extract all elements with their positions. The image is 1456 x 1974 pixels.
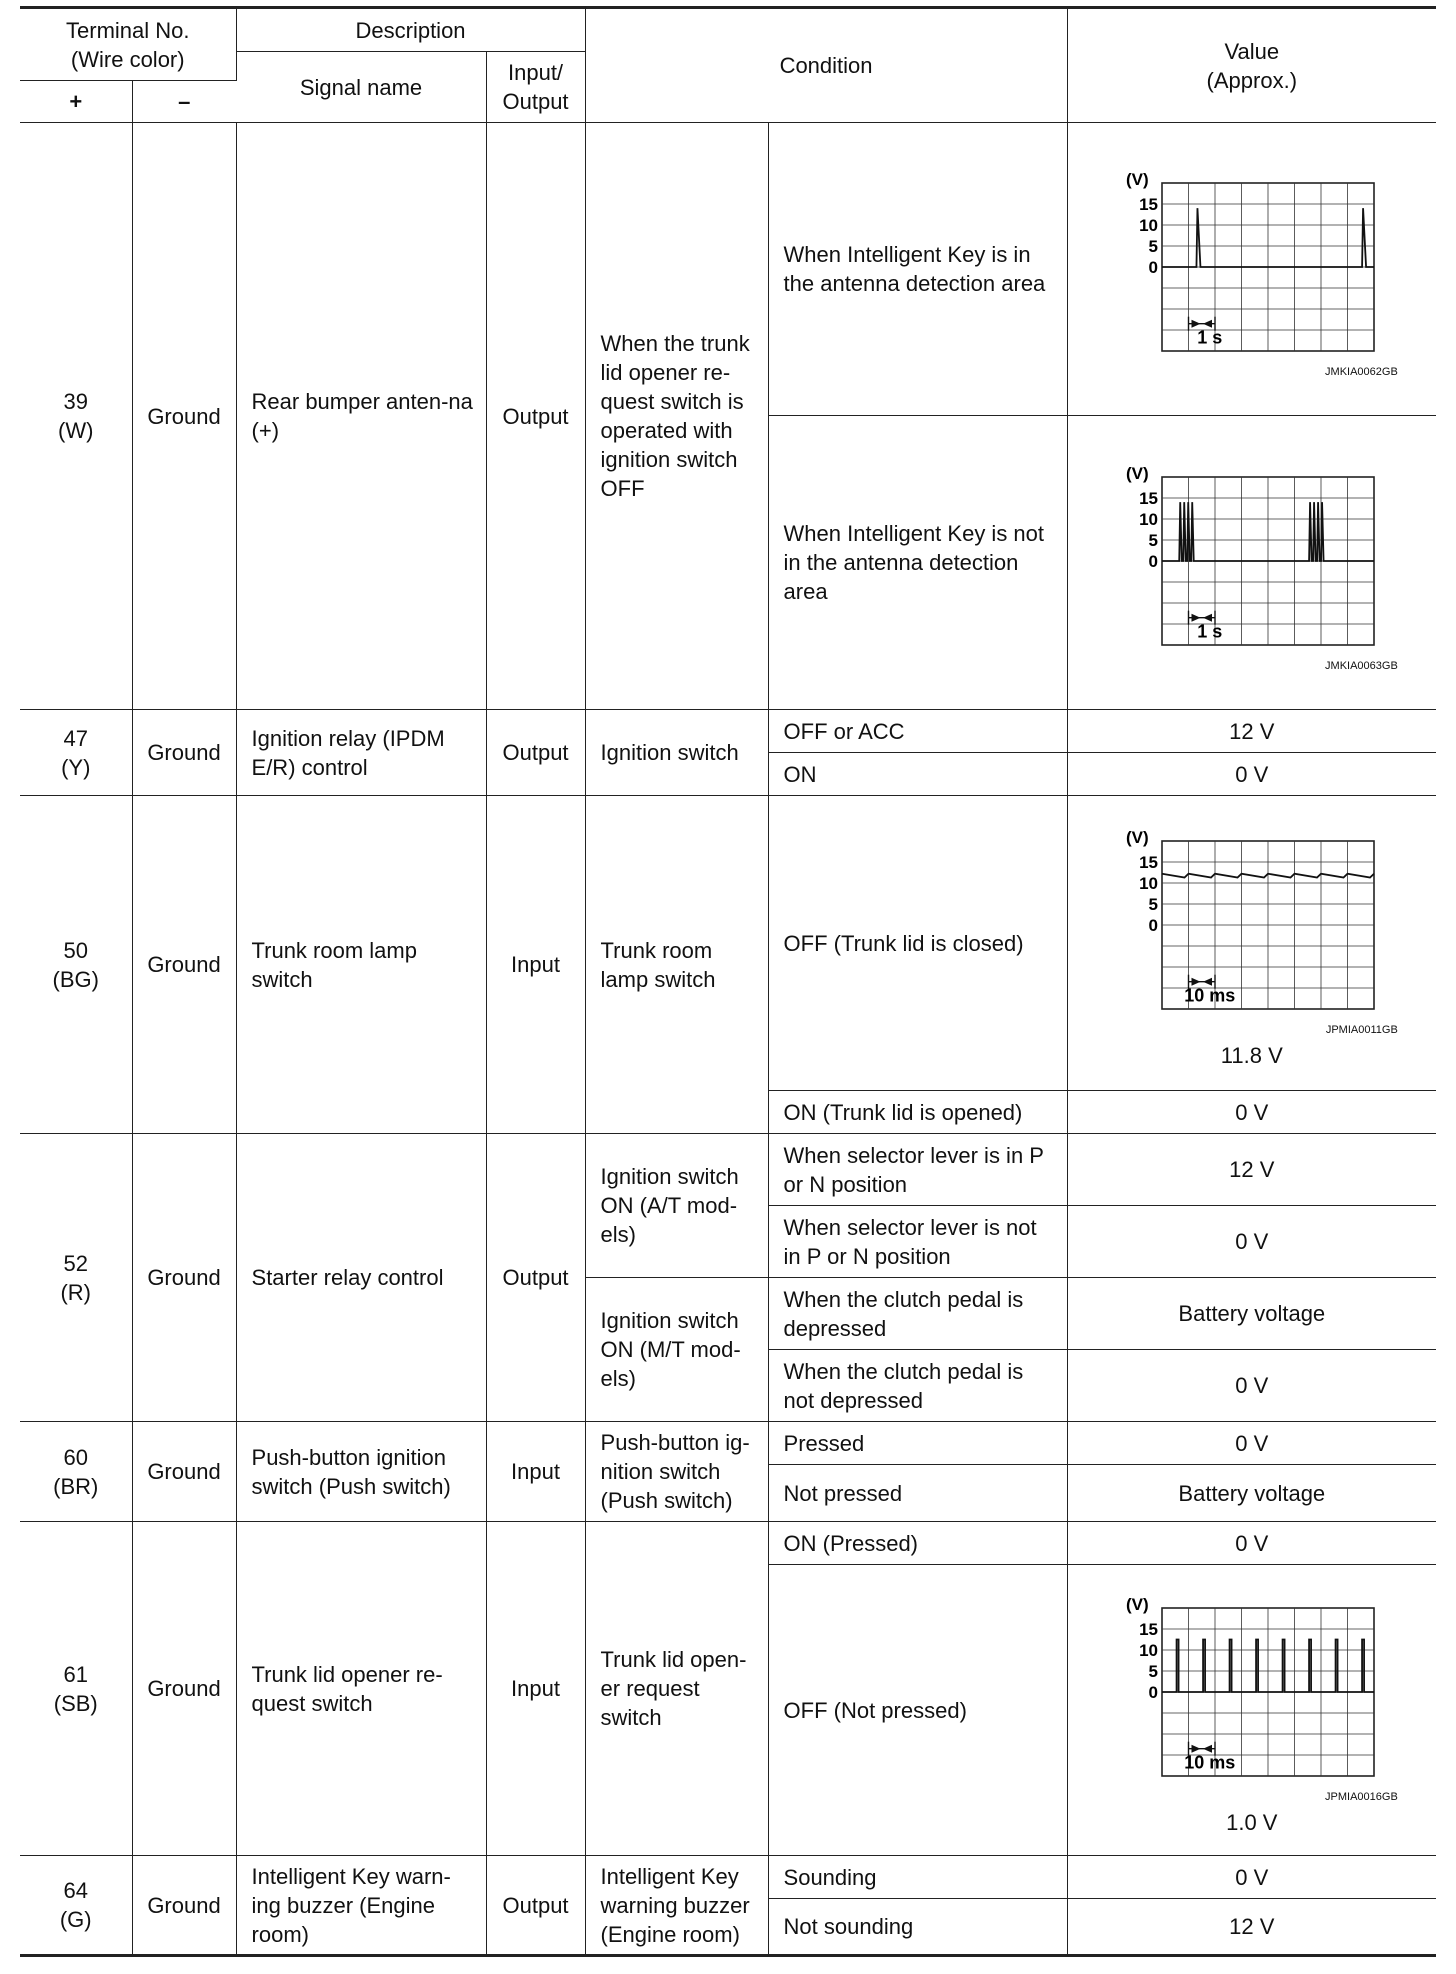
y-tick-label: 15 xyxy=(1138,488,1158,508)
y-tick-label: 5 xyxy=(1148,530,1158,550)
figure-id: JMKIA0063GB xyxy=(1325,659,1398,672)
page xyxy=(20,6,1436,1957)
time-scale-label: 10 ms xyxy=(1184,1752,1236,1773)
figure-id: JMKIA0062GB xyxy=(1325,366,1398,378)
condition-cell: Trunk lid open-er request switch xyxy=(585,1522,768,1856)
ground-cell: Ground xyxy=(132,1522,236,1856)
io-cell: Output xyxy=(486,1134,585,1422)
oscilloscope-waveform xyxy=(1120,163,1390,363)
time-scale-label: 10 ms xyxy=(1184,985,1236,1006)
y-tick-label: 0 xyxy=(1148,1682,1158,1702)
terminal-cell xyxy=(20,1134,132,1422)
sub-condition-cell: Pressed xyxy=(768,1422,1067,1465)
terminal-number: 47 xyxy=(63,725,88,751)
sub-condition-cell: Not pressed xyxy=(768,1465,1067,1522)
condition-cell: Ignition switch ON (M/T mod-els) xyxy=(585,1278,768,1422)
oscilloscope-waveform xyxy=(1120,821,1390,1021)
figure-id: JPMIA0016GB xyxy=(1325,1790,1398,1803)
condition-cell: Trunk room lamp switch xyxy=(585,796,768,1134)
value-cell xyxy=(1067,123,1436,416)
condition-cell: Intelligent Key warning buzzer (Engine room) xyxy=(585,1856,768,1956)
waveform-voltage: 11.8 V xyxy=(1220,1042,1283,1068)
io-cell: Input xyxy=(486,1522,585,1856)
plus-header: + xyxy=(20,81,132,123)
waveform-voltage: 1.0 V xyxy=(1226,1809,1278,1835)
table-row xyxy=(20,123,1436,416)
value-cell xyxy=(1067,1565,1436,1856)
y-tick-label: 5 xyxy=(1148,237,1158,256)
ground-cell: Ground xyxy=(132,796,236,1134)
sub-condition-cell: OFF or ACC xyxy=(768,710,1067,753)
terminal-number: 50 xyxy=(63,937,88,963)
y-tick-label: 0 xyxy=(1148,915,1158,935)
wire-color: (Y) xyxy=(61,754,91,780)
terminal-number: 60 xyxy=(63,1444,88,1470)
description-header: Description xyxy=(236,8,585,52)
time-scale-label: 1 s xyxy=(1197,327,1223,348)
terminal-cell xyxy=(20,796,132,1134)
value-cell: 0 V xyxy=(1067,753,1436,796)
terminal-no-header xyxy=(20,8,236,81)
unit-label: (V) xyxy=(1125,170,1149,189)
unit-label: (V) xyxy=(1125,827,1149,847)
time-scale-label: 1 s xyxy=(1197,621,1223,642)
wire-color: (G) xyxy=(59,1907,92,1932)
sub-condition-cell: When the clutch pedal is not depressed xyxy=(768,1350,1067,1422)
condition-header: Condition xyxy=(585,8,1067,123)
condition-cell: When the trunk lid opener re-quest switch is operated with ignition switch OFF xyxy=(585,123,768,710)
sub-condition-cell: OFF (Trunk lid is closed) xyxy=(768,796,1067,1091)
value-cell xyxy=(1067,796,1436,1091)
signal-name-cell: Ignition relay (IPDM E/R) control xyxy=(236,710,486,796)
value-cell: 12 V xyxy=(1067,1899,1436,1956)
value-cell: 0 V xyxy=(1067,1091,1436,1134)
value-cell: Battery voltage xyxy=(1067,1278,1436,1350)
value-header xyxy=(1067,8,1436,123)
signal-name-cell: Push-button ignition switch (Push switch) xyxy=(236,1422,486,1522)
ground-cell: Ground xyxy=(132,1134,236,1422)
terminal-spec-table xyxy=(20,6,1436,1957)
value-cell: 12 V xyxy=(1067,710,1436,753)
table-row xyxy=(20,1422,1436,1465)
io-cell: Output xyxy=(486,710,585,796)
terminal-number: 39 xyxy=(63,389,88,414)
y-tick-label: 0 xyxy=(1148,551,1158,571)
signal-name-cell: Trunk lid opener re-quest switch xyxy=(236,1522,486,1856)
terminal-no-label: Terminal No. xyxy=(66,17,190,43)
minus-header: – xyxy=(132,81,236,123)
y-tick-label: 10 xyxy=(1138,1640,1158,1660)
condition-cell: Ignition switch xyxy=(585,710,768,796)
sub-condition-cell: When Intelligent Key is in the antenna detection area xyxy=(768,123,1067,416)
io-cell: Input xyxy=(486,796,585,1134)
table-row xyxy=(20,796,1436,1091)
wire-color: (R) xyxy=(60,1279,92,1305)
value-cell: 0 V xyxy=(1067,1350,1436,1422)
y-tick-label: 15 xyxy=(1138,852,1158,872)
value-cell: 0 V xyxy=(1067,1206,1436,1278)
table-row xyxy=(20,710,1436,753)
io-cell: Input xyxy=(486,1422,585,1522)
table-row xyxy=(20,1522,1436,1565)
output-label: Output xyxy=(502,89,569,114)
condition-cell: Push-button ig-nition switch (Push switch) xyxy=(585,1422,768,1522)
figure-id: JPMIA0011GB xyxy=(1325,1023,1398,1036)
sub-condition-cell: When Intelligent Key is not in the antenna detection area xyxy=(768,416,1067,710)
value-cell xyxy=(1067,416,1436,710)
sub-condition-cell: When selector lever is in P or N position xyxy=(768,1134,1067,1206)
sub-condition-cell: Sounding xyxy=(768,1856,1067,1899)
ground-cell: Ground xyxy=(132,123,236,710)
value-label: Value xyxy=(1224,38,1280,64)
y-tick-label: 15 xyxy=(1138,195,1158,214)
input-label: Input/ xyxy=(508,60,564,85)
signal-name-header: Signal name xyxy=(236,52,486,123)
io-cell: Output xyxy=(486,123,585,710)
ground-cell: Ground xyxy=(132,1422,236,1522)
sub-condition-cell: ON (Pressed) xyxy=(768,1522,1067,1565)
value-cell: 0 V xyxy=(1067,1856,1436,1899)
oscilloscope-waveform xyxy=(1120,457,1390,657)
ground-cell: Ground xyxy=(132,1856,236,1956)
signal-name-cell: Trunk room lamp switch xyxy=(236,796,486,1134)
y-tick-label: 10 xyxy=(1138,873,1158,893)
y-tick-label: 0 xyxy=(1148,258,1158,277)
value-cell: 0 V xyxy=(1067,1422,1436,1465)
unit-label: (V) xyxy=(1125,463,1149,483)
sub-condition-cell: When the clutch pedal is depressed xyxy=(768,1278,1067,1350)
wire-color: (SB) xyxy=(53,1690,98,1716)
terminal-number: 61 xyxy=(63,1661,88,1687)
table-row xyxy=(20,1134,1436,1206)
terminal-cell xyxy=(20,123,132,710)
condition-cell: Ignition switch ON (A/T mod-els) xyxy=(585,1134,768,1278)
value-cell: Battery voltage xyxy=(1067,1465,1436,1522)
y-tick-label: 5 xyxy=(1148,1661,1158,1681)
sub-condition-cell: ON xyxy=(768,753,1067,796)
sub-condition-cell: When selector lever is not in P or N position xyxy=(768,1206,1067,1278)
sub-condition-cell: ON (Trunk lid is opened) xyxy=(768,1091,1067,1134)
input-output-header xyxy=(486,52,585,123)
signal-name-cell: Intelligent Key warn-ing buzzer (Engine room) xyxy=(236,1856,486,1956)
value-cell: 0 V xyxy=(1067,1522,1436,1565)
terminal-number: 52 xyxy=(63,1250,88,1276)
unit-label: (V) xyxy=(1125,1594,1149,1614)
wire-color: (BR) xyxy=(53,1473,99,1499)
value-cell: 12 V xyxy=(1067,1134,1436,1206)
y-tick-label: 10 xyxy=(1138,509,1158,529)
ground-cell: Ground xyxy=(132,710,236,796)
io-cell: Output xyxy=(486,1856,585,1956)
signal-name-cell: Rear bumper anten-na (+) xyxy=(236,123,486,710)
terminal-cell xyxy=(20,1856,132,1956)
wire-color: (W) xyxy=(58,418,94,443)
terminal-cell xyxy=(20,1422,132,1522)
table-row xyxy=(20,1856,1436,1899)
oscilloscope-waveform xyxy=(1120,1588,1390,1788)
header-row-1 xyxy=(20,8,1436,52)
terminal-cell xyxy=(20,710,132,796)
y-tick-label: 10 xyxy=(1138,216,1158,235)
approx-label: (Approx.) xyxy=(1206,67,1298,93)
sub-condition-cell: Not sounding xyxy=(768,1899,1067,1956)
y-tick-label: 5 xyxy=(1148,894,1158,914)
terminal-cell xyxy=(20,1522,132,1856)
terminal-number: 64 xyxy=(63,1878,88,1903)
y-tick-label: 15 xyxy=(1138,1619,1158,1639)
sub-condition-cell: OFF (Not pressed) xyxy=(768,1565,1067,1856)
wire-color-label: (Wire color) xyxy=(70,46,185,72)
signal-name-cell: Starter relay control xyxy=(236,1134,486,1422)
wire-color: (BG) xyxy=(52,966,99,992)
